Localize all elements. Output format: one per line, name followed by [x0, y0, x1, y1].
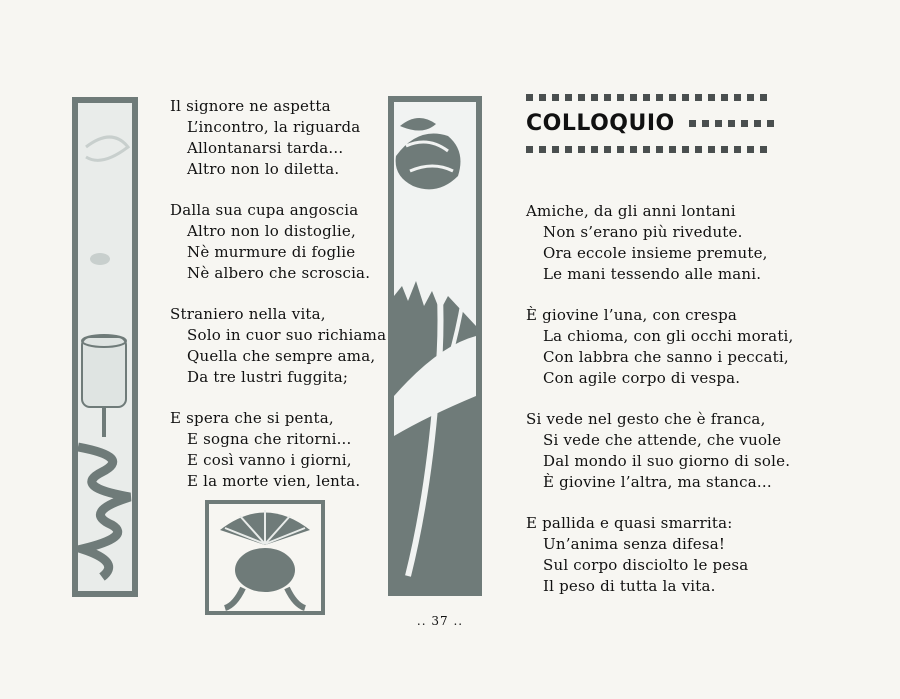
- poppy-panel: [388, 96, 482, 596]
- glass-vase-panel: [72, 97, 138, 597]
- verse-line: Il signore ne aspetta: [170, 97, 331, 115]
- verse-line: È giovine l’altra, ma stanca...: [543, 473, 772, 491]
- left-stanza-1: [170, 96, 386, 180]
- right-stanza-2: [526, 305, 794, 389]
- title-dot-band-side: [689, 120, 774, 127]
- verse-line: Un’anima senza difesa!: [543, 535, 726, 553]
- left-poem: [170, 96, 386, 492]
- verse-line: La chioma, con gli occhi morati,: [543, 327, 794, 345]
- verse-line: È giovine l’una, con crespa: [526, 306, 738, 324]
- verse-line: E sogna che ritorni...: [187, 430, 352, 448]
- verse-line: Con labbra che sanno i peccati,: [543, 348, 789, 366]
- verse-line: E pallida e quasi smarrita:: [526, 514, 733, 532]
- verse-line: Dal mondo il suo giorno di sole.: [543, 452, 791, 470]
- verse-line: Altro non lo distoglie,: [187, 222, 356, 240]
- verse-line: Le mani tessendo alle mani.: [543, 265, 762, 283]
- left-stanza-4: [170, 408, 386, 492]
- verse-line: L’incontro, la riguarda: [187, 118, 361, 136]
- verse-line: Con agile corpo di vespa.: [543, 369, 741, 387]
- right-stanza-1: [526, 201, 794, 285]
- poem-title: COLLOQUIO: [526, 111, 675, 136]
- verse-line: Solo in cuor suo richiama: [187, 326, 387, 344]
- verse-line: Allontanarsi tarda...: [187, 139, 344, 157]
- verse-line: E così vanno i giorni,: [187, 451, 352, 469]
- verse-line: Da tre lustri fuggita;: [187, 368, 349, 386]
- verse-line: Si vede che attende, che vuole: [543, 431, 782, 449]
- verse-line: Quella che sempre ama,: [187, 347, 376, 365]
- bird-fan-vignette: [205, 500, 325, 615]
- verse-line: Non s’erano più rivedute.: [543, 223, 743, 241]
- title-dot-band-bottom: [526, 146, 776, 153]
- verse-line: Sul corpo disciolto le pesa: [543, 556, 749, 574]
- verse-line: Nè albero che scroscia.: [187, 264, 371, 282]
- left-stanza-2: [170, 200, 386, 284]
- verse-line: E la morte vien, lenta.: [187, 472, 361, 490]
- right-poem: [526, 201, 794, 597]
- verse-line: Il peso di tutta la vita.: [543, 577, 716, 595]
- right-stanza-4: [526, 513, 794, 597]
- verse-line: Si vede nel gesto che è franca,: [526, 410, 766, 428]
- verse-line: E spera che si penta,: [170, 409, 334, 427]
- title-dot-band-top: [526, 94, 776, 101]
- left-stanza-3: [170, 304, 386, 388]
- verse-line: Dalla sua cupa angoscia: [170, 201, 359, 219]
- verse-line: Nè murmure di foglie: [187, 243, 356, 261]
- page-number: .. 37 ..: [416, 614, 464, 628]
- verse-line: Amiche, da gli anni lontani: [526, 202, 736, 220]
- verse-line: Ora eccole insieme premute,: [543, 244, 768, 262]
- verse-line: Altro non lo diletta.: [187, 160, 340, 178]
- verse-line: Straniero nella vita,: [170, 305, 326, 323]
- poem-title-block: [526, 94, 776, 153]
- right-stanza-3: [526, 409, 794, 493]
